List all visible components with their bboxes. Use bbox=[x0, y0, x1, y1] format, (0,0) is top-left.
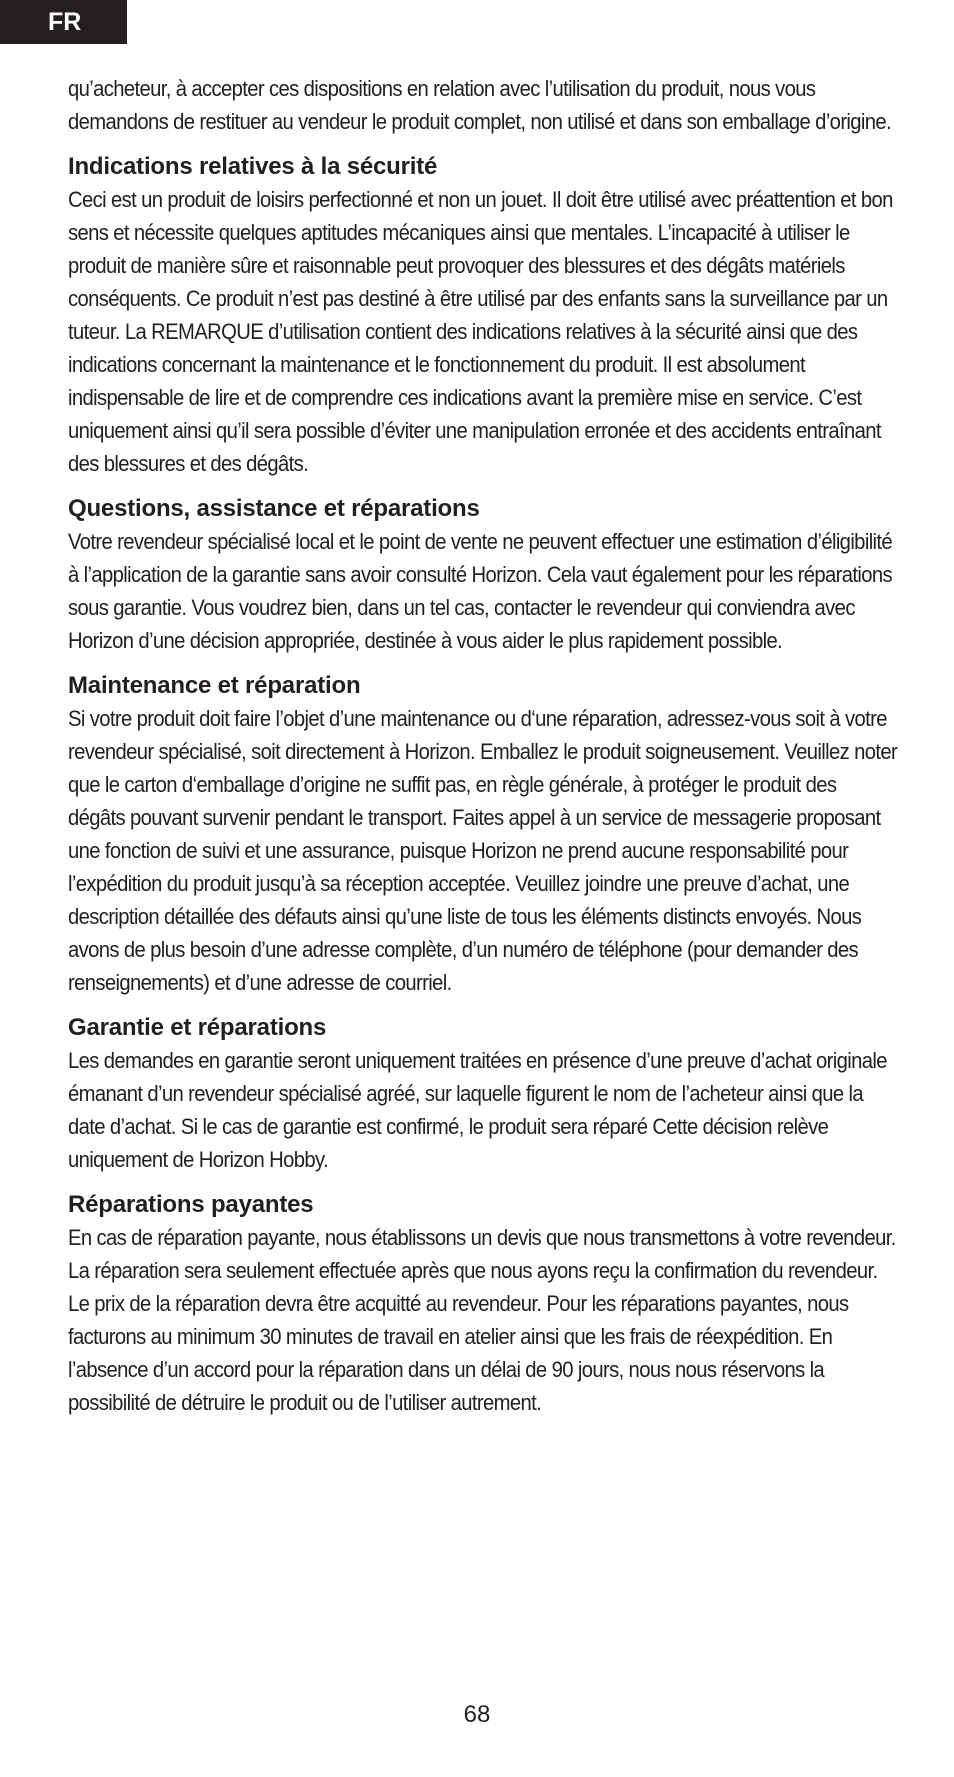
intro-paragraph: qu’acheteur, à accepter ces dispositions en relation avec l’utilisation du produit, nous vous demandons de restituer au vendeur le produit complet, non utilisé et dans son emballage d’origine. bbox=[68, 76, 892, 134]
section-warranty bbox=[68, 1011, 898, 1176]
page-number: 68 bbox=[463, 1701, 491, 1728]
language-tab: FR bbox=[0, 0, 127, 44]
section-body: Si votre produit doit faire l’objet d’une maintenance ou d‘une réparation, adressez-vous soit à votre revendeur spécialisé, soit directement à Horizon. Emballez le produit soigneusement. Veuillez noter que le carton d‘emballage d’origine ne suffit pas, en règle générale, à protéger le produit des dégâts pouvant survenir pendant le transport. Faites appel à un service de messagerie proposant une fonction de suivi et une assurance, puisque Horizon ne prend aucune responsabilité pour l’expédition du produit jusqu’à sa réception acceptée. Veuillez joindre une preuve d’achat, une description détaillée des défauts ainsi qu’une liste de tous les éléments distincts envoyés. Nous avons de plus besoin d’une adresse complète, d’un numéro de téléphone (pour demander des renseignements) et d’une adresse de courriel. bbox=[68, 706, 898, 995]
section-body: Les demandes en garantie seront uniquement traitées en présence d’une preuve d’achat originale émanant d’un revendeur spécialisé agréé, sur laquelle figurent le nom de l’acheteur ainsi que la date d’achat. Si le cas de garantie est confirmé, le produit sera réparé Cette décision relève uniquement de Horizon Hobby. bbox=[68, 1048, 887, 1172]
section-maintenance bbox=[68, 669, 898, 999]
section-body: En cas de réparation payante, nous établissons un devis que nous transmettons à votre revendeur. La réparation sera seulement effectuée après que nous ayons reçu la confirmation du revendeur. Le prix de la réparation devra être acquitté au revendeur. Pour les réparations payantes, nous facturons au minimum 30 minutes de travail en atelier ainsi que les frais de réexpédition. En l’absence d’un accord pour la réparation dans un délai de 90 jours, nous nous réservons la possibilité de détruire le produit ou de l’utiliser autrement. bbox=[68, 1225, 896, 1415]
section-paid-repairs bbox=[68, 1188, 898, 1419]
document-body bbox=[68, 72, 898, 1419]
section-heading: Réparations payantes bbox=[68, 1191, 314, 1218]
section-heading: Maintenance et réparation bbox=[68, 672, 361, 699]
section-body: Votre revendeur spécialisé local et le point de vente ne peuvent effectuer une estimation d’éligibilité à l’application de la garantie sans avoir consulté Horizon. Cela vaut également pour les réparations sous garantie. Vous voudrez bien, dans un tel cas, contacter le revendeur qui conviendra avec Horizon d’une décision appropriée, destinée à vous aider le plus rapidement possible. bbox=[68, 529, 893, 653]
section-heading: Garantie et réparations bbox=[68, 1014, 327, 1041]
section-body: Ceci est un produit de loisirs perfectionné et non un jouet. Il doit être utilisé avec préattention et bon sens et nécessite quelques aptitudes mécaniques ainsi que mentales. L’incapacité à utiliser le produit de manière sûre et raisonnable peut provoquer des blessures et des dégâts matériels conséquents. Ce produit n’est pas destiné à être utilisé par des enfants sans la surveillance par un tuteur. La REMARQUE d’utilisation contient des indications relatives à la sécurité ainsi que des indications concernant la maintenance et le fonctionnement du produit. Il est absolument indispensable de lire et de comprendre ces indications avant la première mise en service. C’est uniquement ainsi qu’il sera possible d’éviter une manipulation erronée et des accidents entraînant des blessures et des dégâts. bbox=[68, 187, 893, 476]
section-heading: Indications relatives à la sécurité bbox=[68, 153, 438, 180]
section-heading: Questions, assistance et réparations bbox=[68, 495, 480, 522]
section-safety bbox=[68, 150, 898, 480]
section-questions bbox=[68, 492, 898, 657]
